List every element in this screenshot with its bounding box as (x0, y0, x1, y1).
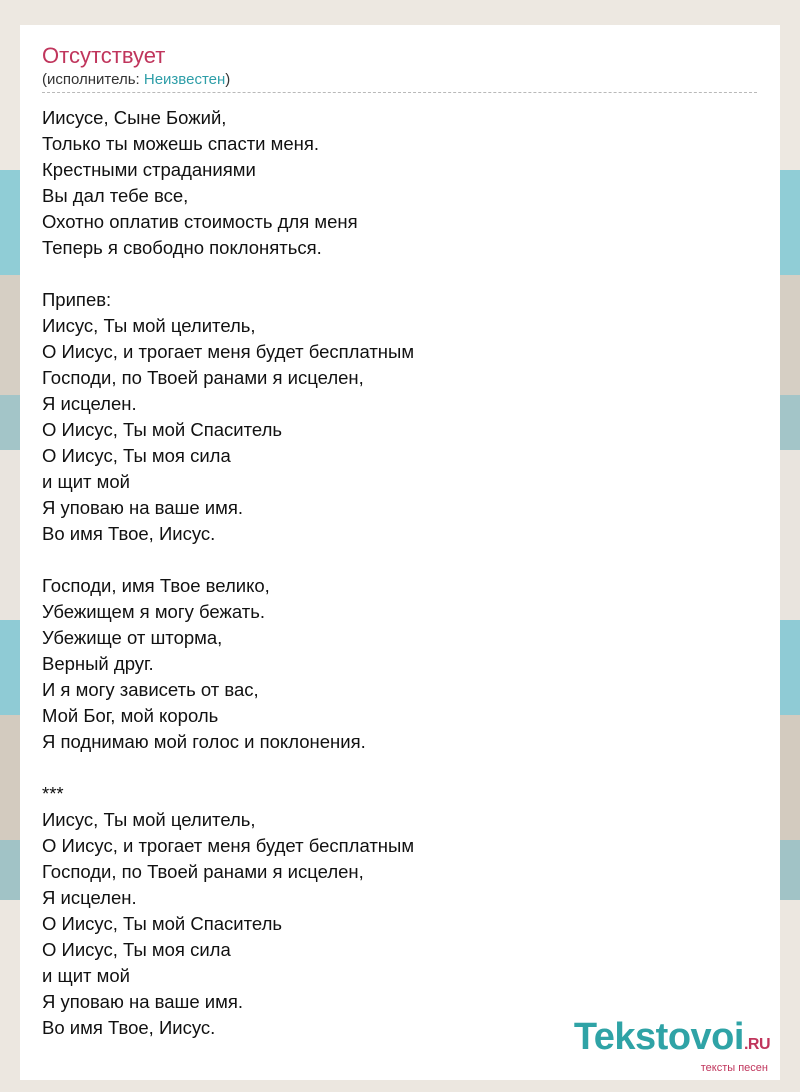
lyric-line: Я уповаю на ваше имя. (42, 991, 244, 1012)
lyric-line: и щит мой (42, 471, 130, 492)
lyric-line: Крестными страданиями (42, 159, 256, 180)
lyrics-card (20, 25, 780, 1080)
lyric-line: Только ты можешь спасти меня. (42, 133, 320, 154)
lyric-line: Мой Бог, мой король (42, 705, 219, 726)
lyric-line (42, 755, 758, 781)
lyric-line: Я уповаю на ваше имя. (42, 497, 244, 518)
lyric-line (42, 261, 758, 287)
artist-suffix: ) (225, 71, 231, 88)
lyric-line: Иисус, Ты мой целитель, (42, 315, 256, 336)
lyric-line: О Иисус, Ты мой Спаситель (42, 913, 283, 934)
lyric-line: О Иисус, и трогает меня будет бесплатным (42, 835, 415, 856)
logo-tagline: тексты песен (700, 1062, 768, 1074)
lyric-line: Я поднимаю мой голос и поклонения. (42, 731, 366, 752)
logo-wordmark: Tekstovoi.RU (573, 1016, 770, 1058)
lyric-line: Во имя Твое, Иисус. (42, 1017, 216, 1038)
lyric-line: Господи, по Твоей ранами я исцелен, (42, 367, 364, 388)
artist-prefix: (исполнитель: (42, 71, 144, 88)
lyric-line: О Иисус, Ты моя сила (42, 939, 231, 960)
lyric-line: Верный друг. (42, 653, 154, 674)
lyric-line: Убежищем я могу бежать. (42, 601, 265, 622)
lyric-line: Убежище от шторма, (42, 627, 223, 648)
lyric-line (42, 547, 758, 573)
logo-tld: .RU (743, 1036, 770, 1053)
lyric-line: *** (42, 783, 64, 804)
lyric-line: Охотно оплатив стоимость для меня (42, 211, 358, 232)
lyric-line: Иисус, Ты мой целитель, (42, 809, 256, 830)
lyric-line: Во имя Твое, Иисус. (42, 523, 216, 544)
lyric-line: Я исцелен. (42, 393, 137, 414)
lyric-line: Иисусе, Сыне Божий, (42, 107, 227, 128)
lyrics-text (42, 105, 758, 1041)
lyric-line: И я могу зависеть от вас, (42, 679, 259, 700)
song-title: Отсутствует (42, 43, 166, 68)
artist-link[interactable]: Неизвестен (143, 71, 226, 88)
lyric-line: Господи, имя Твое велико, (42, 575, 270, 596)
site-logo[interactable] (574, 1018, 770, 1074)
lyric-line: Припев: (42, 289, 112, 310)
lyric-line: Теперь я свободно поклоняться. (42, 237, 322, 258)
lyric-line: Господи, по Твоей ранами я исцелен, (42, 861, 364, 882)
lyric-line: Вы дал тебе все, (42, 185, 189, 206)
lyric-line: Я исцелен. (42, 887, 137, 908)
lyric-line: О Иисус, Ты моя сила (42, 445, 231, 466)
lyric-line: О Иисус, и трогает меня будет бесплатным (42, 341, 415, 362)
lyric-line: О Иисус, Ты мой Спаситель (42, 419, 283, 440)
artist-line (42, 70, 757, 93)
lyric-line: и щит мой (42, 965, 130, 986)
